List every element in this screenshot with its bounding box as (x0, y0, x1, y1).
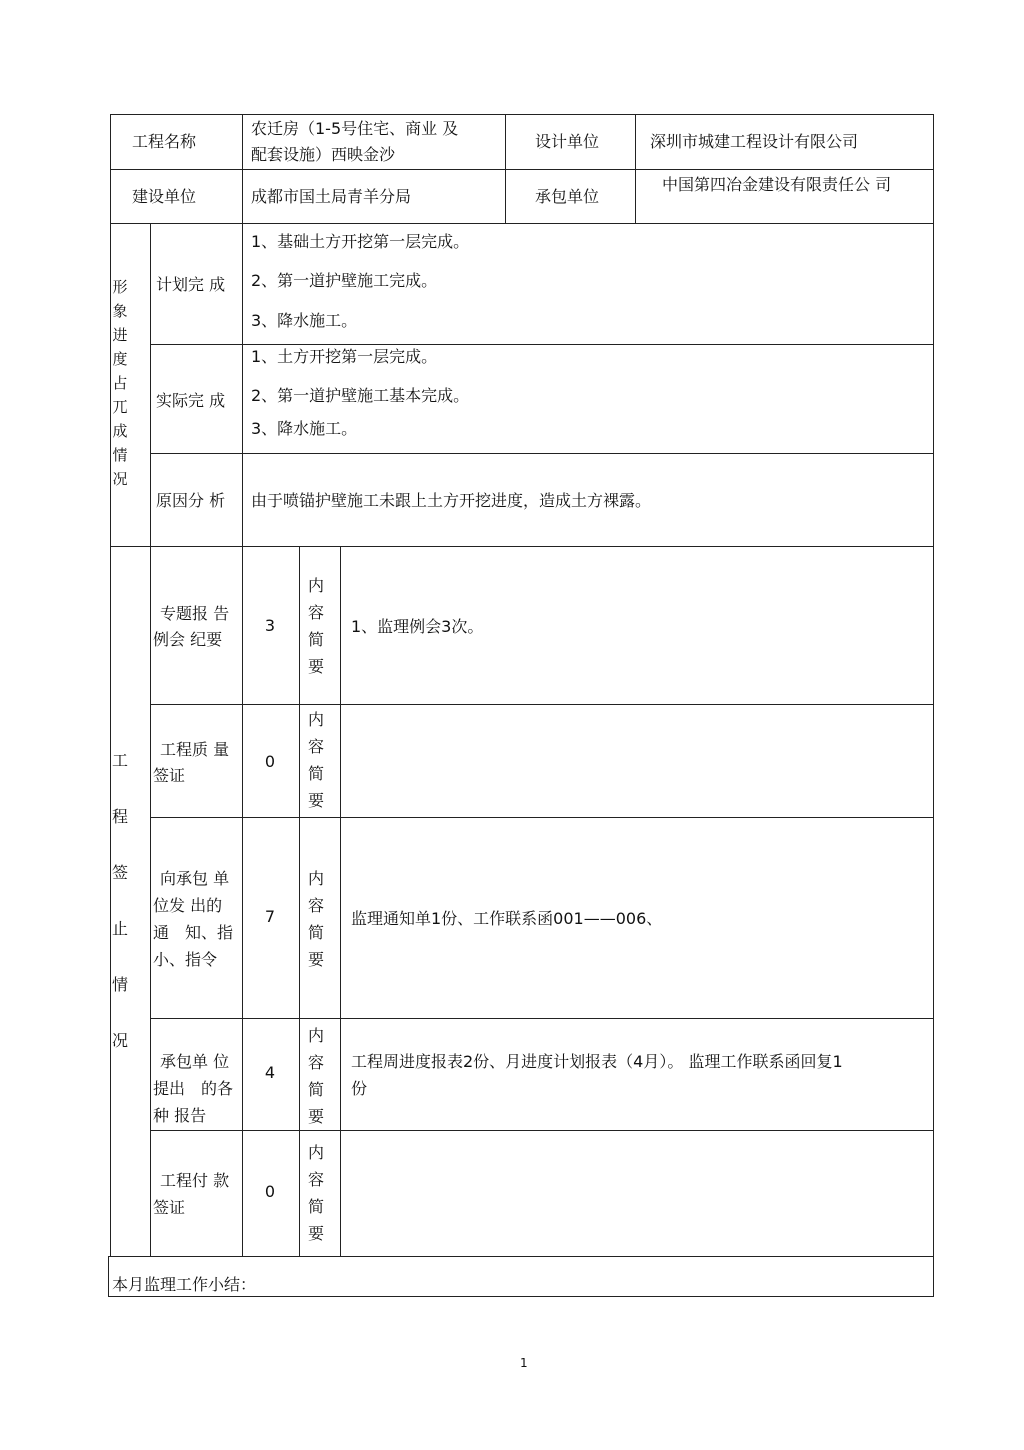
actual-item: 2、第一道护壁施工基本完成。 (251, 386, 470, 405)
signoff-row-label: 通 知、指 (153, 923, 234, 942)
signoff-row-label: 位发 出的 (153, 896, 223, 915)
progress-section-label: 形象进度占兀成情况 (112, 278, 128, 488)
signoff-row-label: 工程付 款 (160, 1171, 230, 1190)
table-border (110, 223, 934, 224)
signoff-row-label: 种 报告 (153, 1106, 207, 1125)
signoff-row-count: 4 (264, 1063, 276, 1082)
content-summary-label: 内容简要 (307, 1143, 324, 1243)
table-border (110, 546, 934, 547)
actual-item: 1、土方开挖第一层完成。 (251, 347, 438, 366)
table-border (933, 114, 934, 1256)
reason-label: 原因分 析 (156, 491, 226, 510)
table-border (242, 223, 243, 1256)
design-unit-label: 设计单位 (535, 132, 600, 151)
project-name-value: 农迁房（1-5号住宅、商业 及 (251, 119, 459, 138)
content-summary-label: 内容简要 (307, 1026, 324, 1126)
table-border (242, 114, 243, 223)
table-border (110, 169, 934, 170)
page-number: 1 (520, 1356, 528, 1370)
contract-unit-label: 承包单位 (535, 187, 600, 206)
table-border (635, 114, 636, 223)
project-name-value: 配套设施）西映金沙 (251, 145, 396, 164)
build-unit-value: 成都市国土局青羊分局 (251, 187, 412, 206)
signoff-row-count: 0 (264, 1182, 276, 1201)
signoff-section-label: 工程签止情况 (111, 751, 128, 1050)
signoff-row-label: 向承包 单 (160, 869, 230, 888)
build-unit-label: 建设单位 (132, 187, 197, 206)
content-summary-label: 内容简要 (307, 576, 324, 676)
table-border (299, 546, 300, 1256)
table-border (150, 817, 934, 818)
monthly-summary-label: 本月监理工作小结： (112, 1275, 257, 1294)
plan-label: 计划完 成 (156, 275, 226, 294)
content-summary-label: 内容简要 (307, 869, 324, 969)
signoff-row-content: 工程周进度报表2份、月进度计划报表（4月）。 监理工作联系函回复1 (351, 1052, 843, 1071)
table-border (150, 704, 934, 705)
table-border (505, 114, 506, 223)
design-unit-value: 深圳市城建工程设计有限公司 (650, 132, 859, 151)
signoff-row-label: 承包单 位 (160, 1052, 230, 1071)
plan-item: 1、基础土方开挖第一层完成。 (251, 232, 470, 251)
plan-item: 3、降水施工。 (251, 311, 358, 330)
signoff-row-content: 监理通知单1份、工作联系函001——006、 (351, 909, 663, 928)
signoff-row-content: 份 (351, 1079, 368, 1098)
table-border (108, 1296, 934, 1297)
signoff-row-label: 提出 的各 (153, 1079, 234, 1098)
signoff-row-label: 签证 (153, 1198, 186, 1217)
table-border (108, 1256, 934, 1257)
table-border (108, 1256, 109, 1297)
signoff-row-label: 例会 纪要 (153, 630, 223, 649)
signoff-row-count: 3 (264, 616, 276, 635)
signoff-row-label: 专题报 告 (160, 604, 230, 623)
signoff-row-label: 签证 (153, 766, 186, 785)
reason-text: 由于喷锚护壁施工未跟上土方开挖进度，造成土方裸露。 (251, 491, 652, 510)
table-border (933, 1256, 934, 1297)
table-border (150, 223, 151, 1256)
project-name-label: 工程名称 (132, 132, 197, 151)
signoff-row-count: 0 (264, 752, 276, 771)
table-border (150, 1018, 934, 1019)
actual-label: 实际完 成 (156, 391, 226, 410)
signoff-row-label: 小、指令 (153, 950, 218, 969)
signoff-row-count: 7 (264, 907, 276, 926)
signoff-row-label: 工程质 量 (160, 740, 230, 759)
table-border (110, 114, 934, 115)
actual-item: 3、降水施工。 (251, 419, 358, 438)
signoff-row-content: 1、监理例会3次。 (351, 617, 484, 636)
table-border (150, 1130, 934, 1131)
contract-unit-value: 中国第四冶金建设有限责任公 司 (662, 175, 892, 194)
table-border (340, 546, 341, 1256)
content-summary-label: 内容简要 (307, 710, 324, 810)
table-border (150, 453, 934, 454)
plan-item: 2、第一道护壁施工完成。 (251, 271, 438, 290)
